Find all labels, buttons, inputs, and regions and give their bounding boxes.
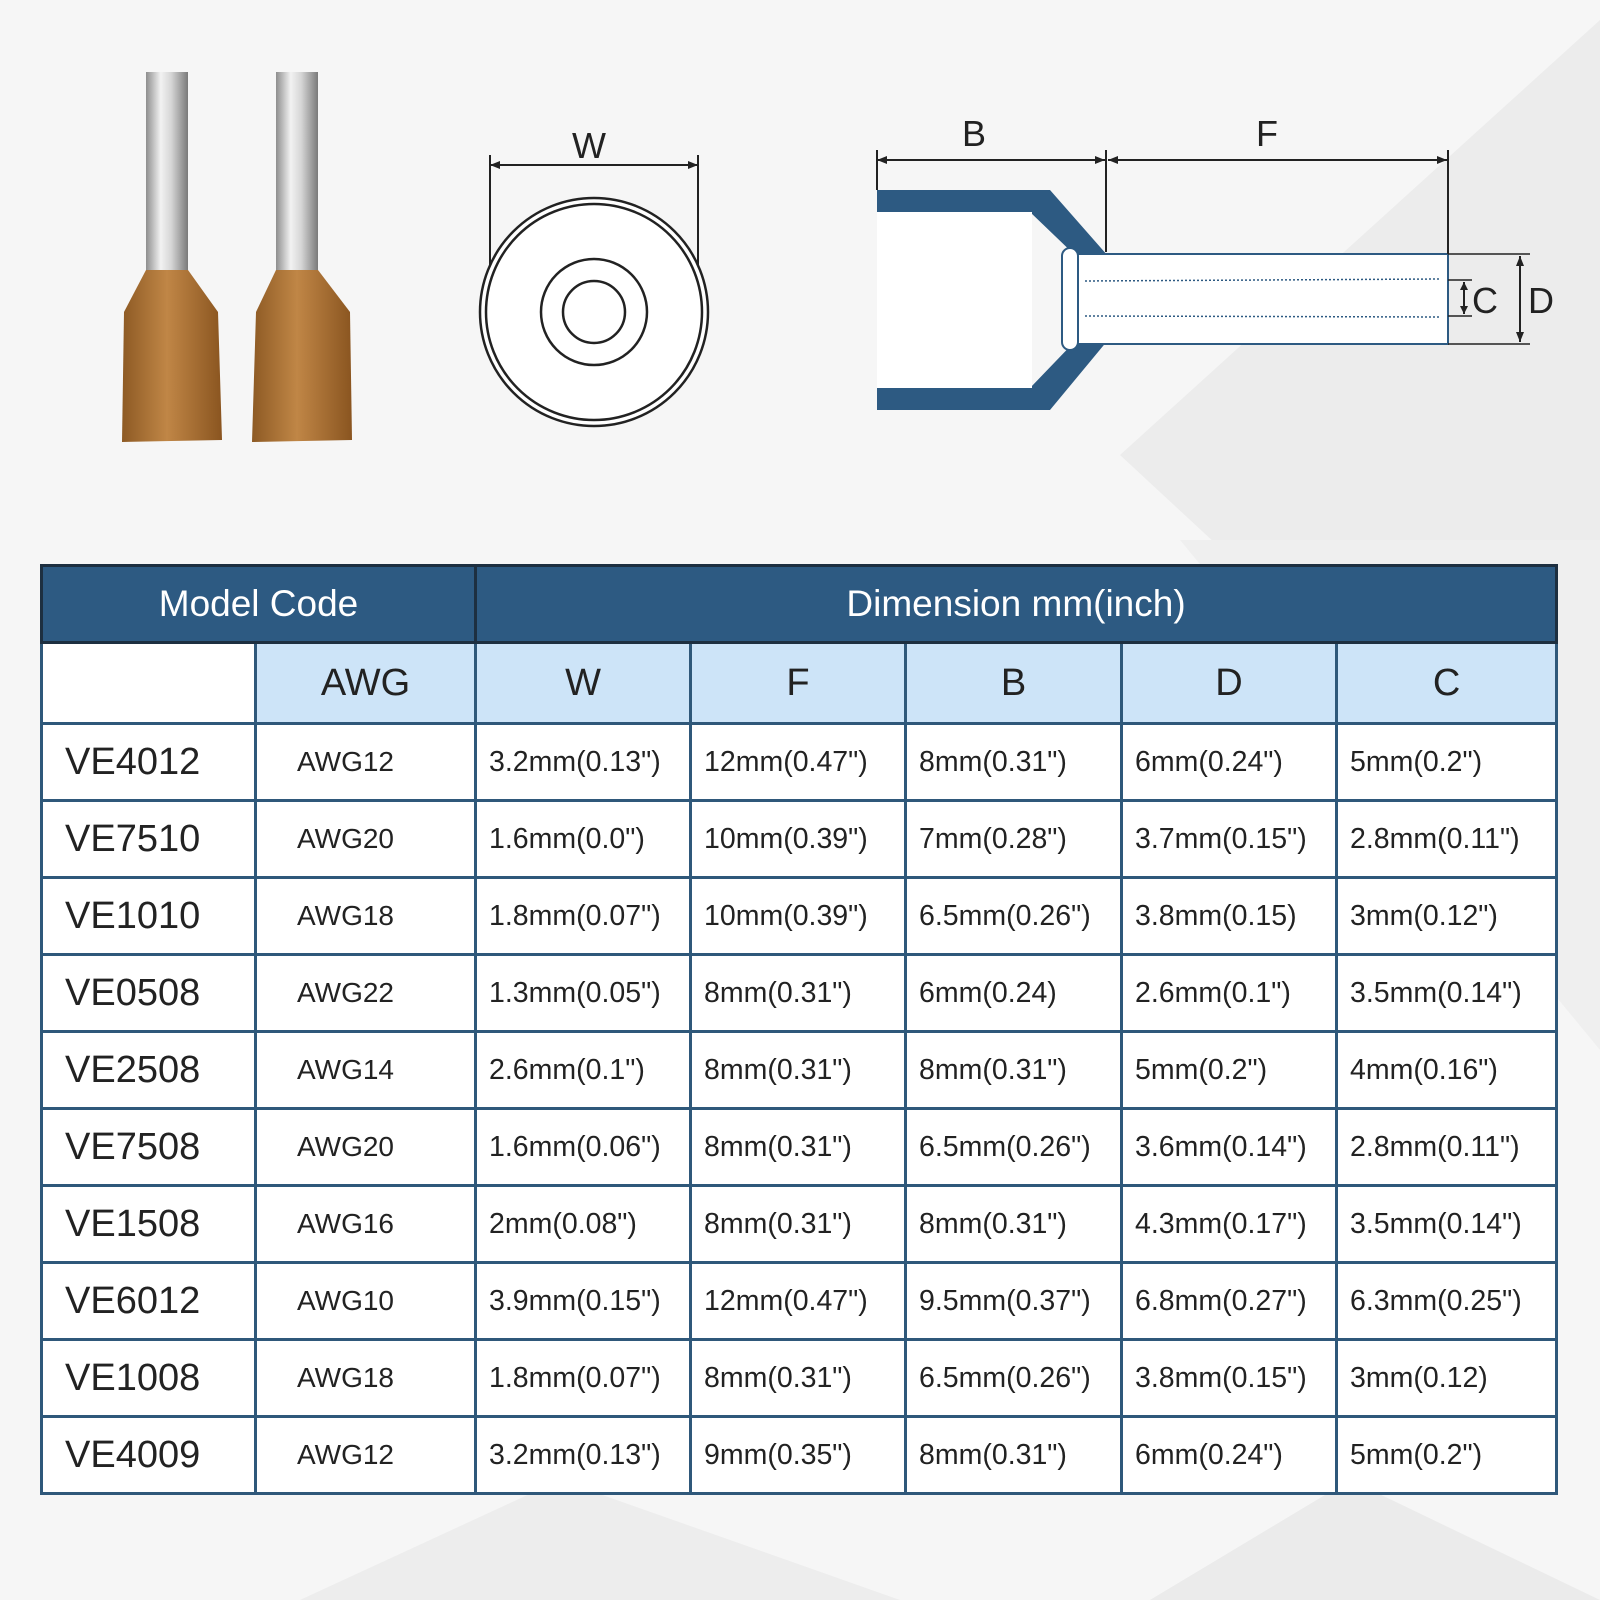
- awg-cell: AWG10: [256, 1263, 476, 1340]
- side-view-b-label: B: [962, 113, 987, 154]
- model-code-header: Model Code: [42, 566, 476, 643]
- b-column-header: B: [906, 643, 1122, 724]
- awg-cell: AWG12: [256, 1417, 476, 1494]
- c-cell: 2.8mm(0.11"): [1337, 1109, 1557, 1186]
- d-cell: 3.6mm(0.14"): [1122, 1109, 1337, 1186]
- table-subheader-row: [42, 643, 1557, 724]
- f-column-header: F: [691, 643, 906, 724]
- b-cell: 7mm(0.28"): [906, 801, 1122, 878]
- awg-cell: AWG22: [256, 955, 476, 1032]
- awg-column-header: AWG: [256, 643, 476, 724]
- model-subheader-blank: [42, 643, 256, 724]
- model-cell: VE4009: [42, 1417, 256, 1494]
- top-view-w-label: W: [572, 125, 606, 166]
- top-view-drawing: [480, 125, 708, 426]
- w-cell: 1.8mm(0.07"): [476, 878, 691, 955]
- w-cell: 2mm(0.08"): [476, 1186, 691, 1263]
- d-cell: 5mm(0.2"): [1122, 1032, 1337, 1109]
- c-cell: 3.5mm(0.14"): [1337, 1186, 1557, 1263]
- d-cell: 3.8mm(0.15): [1122, 878, 1337, 955]
- w-cell: 1.8mm(0.07"): [476, 1340, 691, 1417]
- side-view-d-label: D: [1528, 280, 1554, 321]
- d-cell: 6mm(0.24"): [1122, 724, 1337, 801]
- d-cell: 6mm(0.24"): [1122, 1417, 1337, 1494]
- c-cell: 4mm(0.16"): [1337, 1032, 1557, 1109]
- awg-cell: AWG18: [256, 1340, 476, 1417]
- f-cell: 9mm(0.35"): [691, 1417, 906, 1494]
- c-column-header: C: [1337, 643, 1557, 724]
- w-cell: 3.2mm(0.13"): [476, 724, 691, 801]
- model-cell: VE7510: [42, 801, 256, 878]
- awg-cell: AWG18: [256, 878, 476, 955]
- ferrule-photo-right: [252, 72, 352, 442]
- w-cell: 3.2mm(0.13"): [476, 1417, 691, 1494]
- f-cell: 8mm(0.31"): [691, 1032, 906, 1109]
- c-cell: 2.8mm(0.11"): [1337, 801, 1557, 878]
- c-cell: 3mm(0.12"): [1337, 878, 1557, 955]
- f-cell: 12mm(0.47"): [691, 1263, 906, 1340]
- w-column-header: W: [476, 643, 691, 724]
- f-cell: 8mm(0.31"): [691, 1109, 906, 1186]
- d-cell: 6.8mm(0.27"): [1122, 1263, 1337, 1340]
- b-cell: 6mm(0.24): [906, 955, 1122, 1032]
- f-cell: 8mm(0.31"): [691, 955, 906, 1032]
- d-cell: 3.8mm(0.15"): [1122, 1340, 1337, 1417]
- c-cell: 3mm(0.12): [1337, 1340, 1557, 1417]
- table-row: [42, 955, 1557, 1032]
- w-cell: 2.6mm(0.1"): [476, 1032, 691, 1109]
- w-cell: 1.3mm(0.05"): [476, 955, 691, 1032]
- c-cell: 5mm(0.2"): [1337, 1417, 1557, 1494]
- model-cell: VE1010: [42, 878, 256, 955]
- w-cell: 1.6mm(0.06"): [476, 1109, 691, 1186]
- table-row: [42, 1109, 1557, 1186]
- f-cell: 10mm(0.39"): [691, 878, 906, 955]
- side-view-drawing: [877, 113, 1554, 410]
- b-cell: 8mm(0.31"): [906, 724, 1122, 801]
- model-cell: VE7508: [42, 1109, 256, 1186]
- table-row: [42, 1263, 1557, 1340]
- awg-cell: AWG20: [256, 801, 476, 878]
- table-row: [42, 801, 1557, 878]
- model-cell: VE1508: [42, 1186, 256, 1263]
- dimension-header: Dimension mm(inch): [476, 566, 1557, 643]
- c-cell: 5mm(0.2"): [1337, 724, 1557, 801]
- b-cell: 6.5mm(0.26"): [906, 878, 1122, 955]
- f-cell: 10mm(0.39"): [691, 801, 906, 878]
- table-row: [42, 1417, 1557, 1494]
- w-cell: 3.9mm(0.15"): [476, 1263, 691, 1340]
- model-cell: VE4012: [42, 724, 256, 801]
- table-row: [42, 1032, 1557, 1109]
- b-cell: 8mm(0.31"): [906, 1186, 1122, 1263]
- d-cell: 2.6mm(0.1"): [1122, 955, 1337, 1032]
- side-view-c-label: C: [1472, 280, 1498, 321]
- b-cell: 6.5mm(0.26"): [906, 1340, 1122, 1417]
- c-cell: 6.3mm(0.25"): [1337, 1263, 1557, 1340]
- f-cell: 12mm(0.47"): [691, 724, 906, 801]
- b-cell: 9.5mm(0.37"): [906, 1263, 1122, 1340]
- spec-table: [40, 564, 1558, 1495]
- f-cell: 8mm(0.31"): [691, 1186, 906, 1263]
- awg-cell: AWG12: [256, 724, 476, 801]
- f-cell: 8mm(0.31"): [691, 1340, 906, 1417]
- d-column-header: D: [1122, 643, 1337, 724]
- terminal-diagram: [0, 0, 1600, 520]
- c-cell: 3.5mm(0.14"): [1337, 955, 1557, 1032]
- table-header-row: [42, 566, 1557, 643]
- b-cell: 8mm(0.31"): [906, 1417, 1122, 1494]
- model-cell: VE0508: [42, 955, 256, 1032]
- table-row: [42, 1186, 1557, 1263]
- w-cell: 1.6mm(0.0"): [476, 801, 691, 878]
- model-cell: VE6012: [42, 1263, 256, 1340]
- d-cell: 4.3mm(0.17"): [1122, 1186, 1337, 1263]
- table-row: [42, 878, 1557, 955]
- model-cell: VE2508: [42, 1032, 256, 1109]
- b-cell: 6.5mm(0.26"): [906, 1109, 1122, 1186]
- d-cell: 3.7mm(0.15"): [1122, 801, 1337, 878]
- table-row: [42, 1340, 1557, 1417]
- awg-cell: AWG16: [256, 1186, 476, 1263]
- awg-cell: AWG14: [256, 1032, 476, 1109]
- model-cell: VE1008: [42, 1340, 256, 1417]
- awg-cell: AWG20: [256, 1109, 476, 1186]
- ferrule-photo-left: [122, 72, 222, 442]
- side-view-f-label: F: [1256, 113, 1278, 154]
- b-cell: 8mm(0.31"): [906, 1032, 1122, 1109]
- table-row: [42, 724, 1557, 801]
